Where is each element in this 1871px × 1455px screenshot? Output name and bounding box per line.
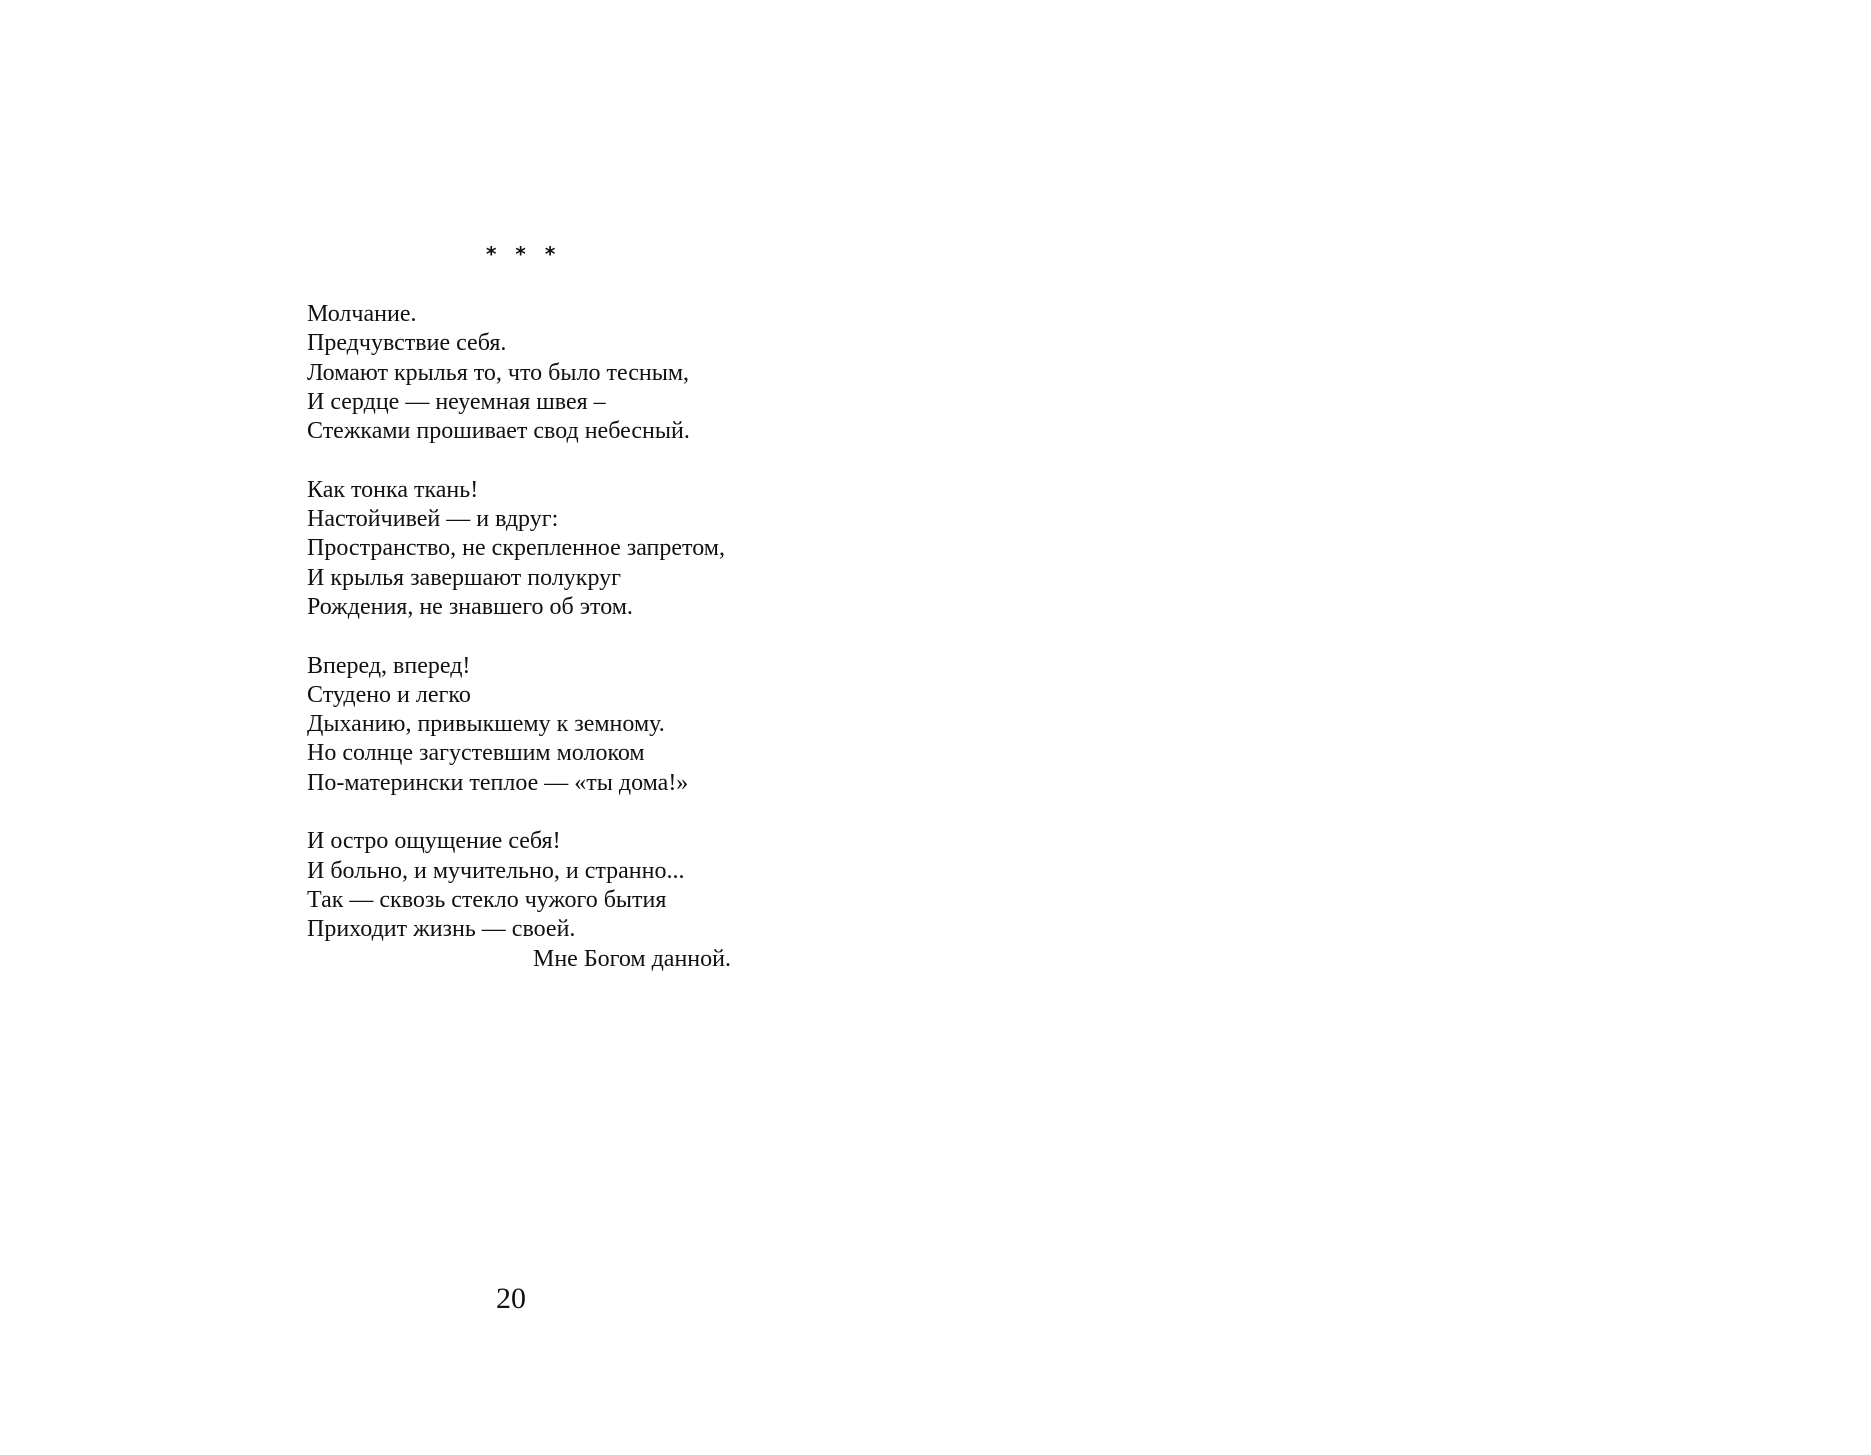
- poem-line: Стежками прошивает свод небесный.: [307, 418, 690, 445]
- page-number: 20: [496, 1282, 526, 1315]
- stanza-3: [307, 652, 731, 798]
- poem-line: Настойчивей — и вдруг:: [307, 506, 559, 533]
- poem-line: И крылья завершают полукруг: [307, 564, 621, 591]
- section-ornament-asterisks: * * *: [486, 242, 562, 266]
- poem-line: Но солнце загустевшим молоком: [307, 740, 645, 767]
- poem-line-indented: Мне Богом данной.: [533, 945, 731, 972]
- poem: [307, 300, 731, 1003]
- poem-line: Дыханию, привыкшему к земному.: [307, 711, 665, 738]
- poem-line: Молчание.: [307, 301, 417, 327]
- stanza-1: [307, 300, 731, 446]
- poem-line: По-матерински теплое — «ты дома!»: [307, 769, 689, 796]
- poem-line: Предчувствие себя.: [307, 330, 507, 357]
- stanza-4: [307, 827, 731, 973]
- poem-line: Как тонка ткань!: [307, 476, 479, 503]
- poem-line: Студено и легко: [307, 681, 471, 708]
- poem-line: Так — сквозь стекло чужого бытия: [307, 886, 667, 913]
- poem-line: Ломают крылья то, что было тесным,: [307, 359, 690, 386]
- poem-line: Рождения, не знавшего об этом.: [307, 593, 633, 620]
- poem-line: Приходит жизнь — своей.: [307, 916, 576, 943]
- poem-line: И остро ощущение себя!: [307, 828, 561, 855]
- poem-line: И больно, и мучительно, и странно...: [307, 857, 685, 884]
- stanza-2: [307, 476, 731, 622]
- poem-line: Вперед, вперед!: [307, 652, 471, 679]
- poem-line: Пространство, не скрепленное запретом,: [307, 535, 725, 562]
- book-page: [0, 0, 935, 1455]
- poem-line: И сердце — неуемная швея –: [307, 388, 606, 415]
